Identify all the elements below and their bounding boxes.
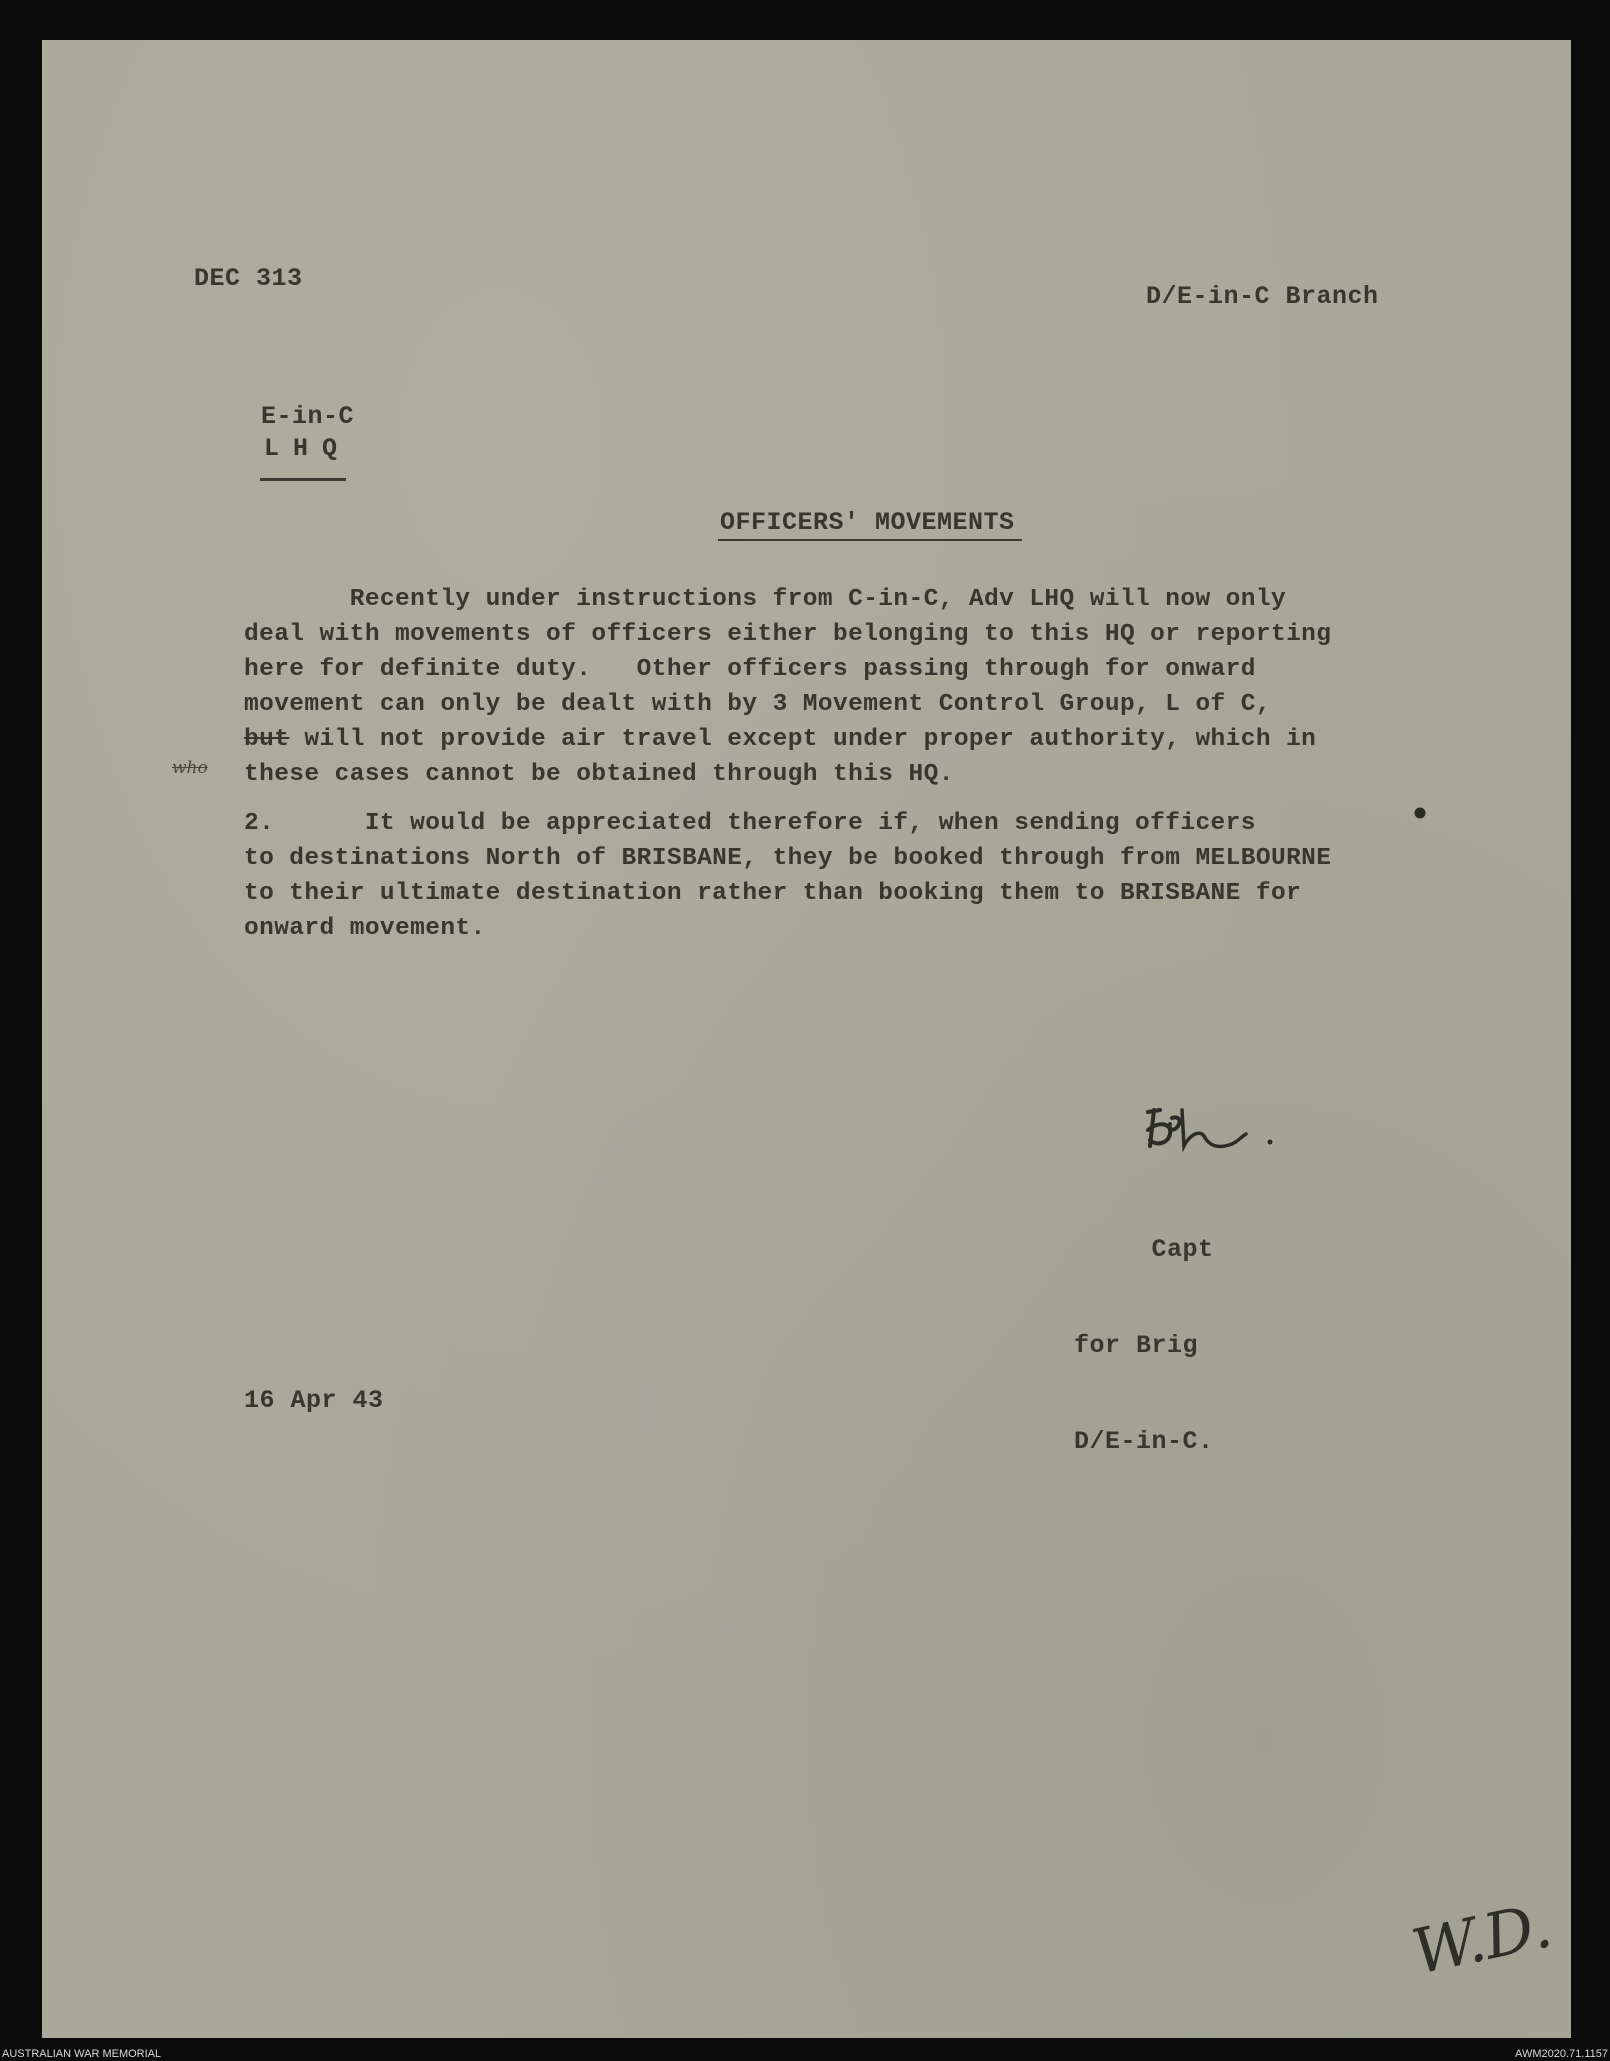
document-date: 16 Apr 43 — [244, 1386, 384, 1415]
document-title: OFFICERS' MOVEMENTS — [720, 508, 1015, 537]
paragraph-1-line: deal with movements of officers either belonging to this HQ or reporting — [244, 621, 1332, 648]
paragraph-2 — [244, 806, 1331, 946]
paragraph-1 — [244, 582, 1331, 792]
handwritten-insert: who — [172, 758, 208, 778]
addressee-underline — [260, 478, 346, 481]
paragraph-1-line: Recently under instructions from C-in-C, Adv LHQ will now only — [244, 586, 1287, 613]
struck-word: but — [244, 726, 290, 753]
paragraph-1-line: movement can only be dealt with by 3 Movement Control Group, L of C, — [244, 691, 1271, 718]
paragraph-1-line — [244, 722, 1331, 757]
signature-block — [1074, 1170, 1214, 1522]
paragraph-2-line: 2. It would be appreciated therefore if, when sending officers — [244, 810, 1256, 837]
title-underline — [718, 539, 1022, 541]
signature-for: for Brig — [1074, 1331, 1199, 1360]
addressee-line1: E-in-C — [261, 402, 355, 431]
paragraph-2-line: onward movement. — [244, 915, 486, 942]
reference-number: DEC 313 — [194, 264, 303, 293]
ink-dot — [1412, 805, 1428, 821]
signature-position: D/E-in-C. — [1074, 1427, 1214, 1456]
addressee-line2: LHQ — [264, 434, 352, 463]
paragraph-1-line: here for definite duty. Other officers passing through for onward — [244, 656, 1256, 683]
footer-archive-name: AUSTRALIAN WAR MEMORIAL — [2, 2048, 162, 2060]
paragraph-2-line: to their ultimate destination rather than booking them to BRISBANE for — [244, 880, 1302, 907]
paragraph-1-line5-rest: will not provide air travel except under proper authority, which in — [289, 726, 1317, 753]
paragraph-2-line: to destinations North of BRISBANE, they be booked through from MELBOURNE — [244, 845, 1332, 872]
paragraph-1-line: these cases cannot be obtained through this HQ. — [244, 761, 954, 788]
footer-archive-id: AWM2020.71.1157 — [1515, 2048, 1608, 2060]
document-page — [42, 40, 1571, 2038]
signature-rank: Capt — [1074, 1235, 1214, 1264]
signature-scribble — [1120, 1090, 1300, 1170]
branch-name: D/E-in-C Branch — [1146, 282, 1379, 311]
handwritten-annotation: W.D. — [1405, 1888, 1558, 1989]
